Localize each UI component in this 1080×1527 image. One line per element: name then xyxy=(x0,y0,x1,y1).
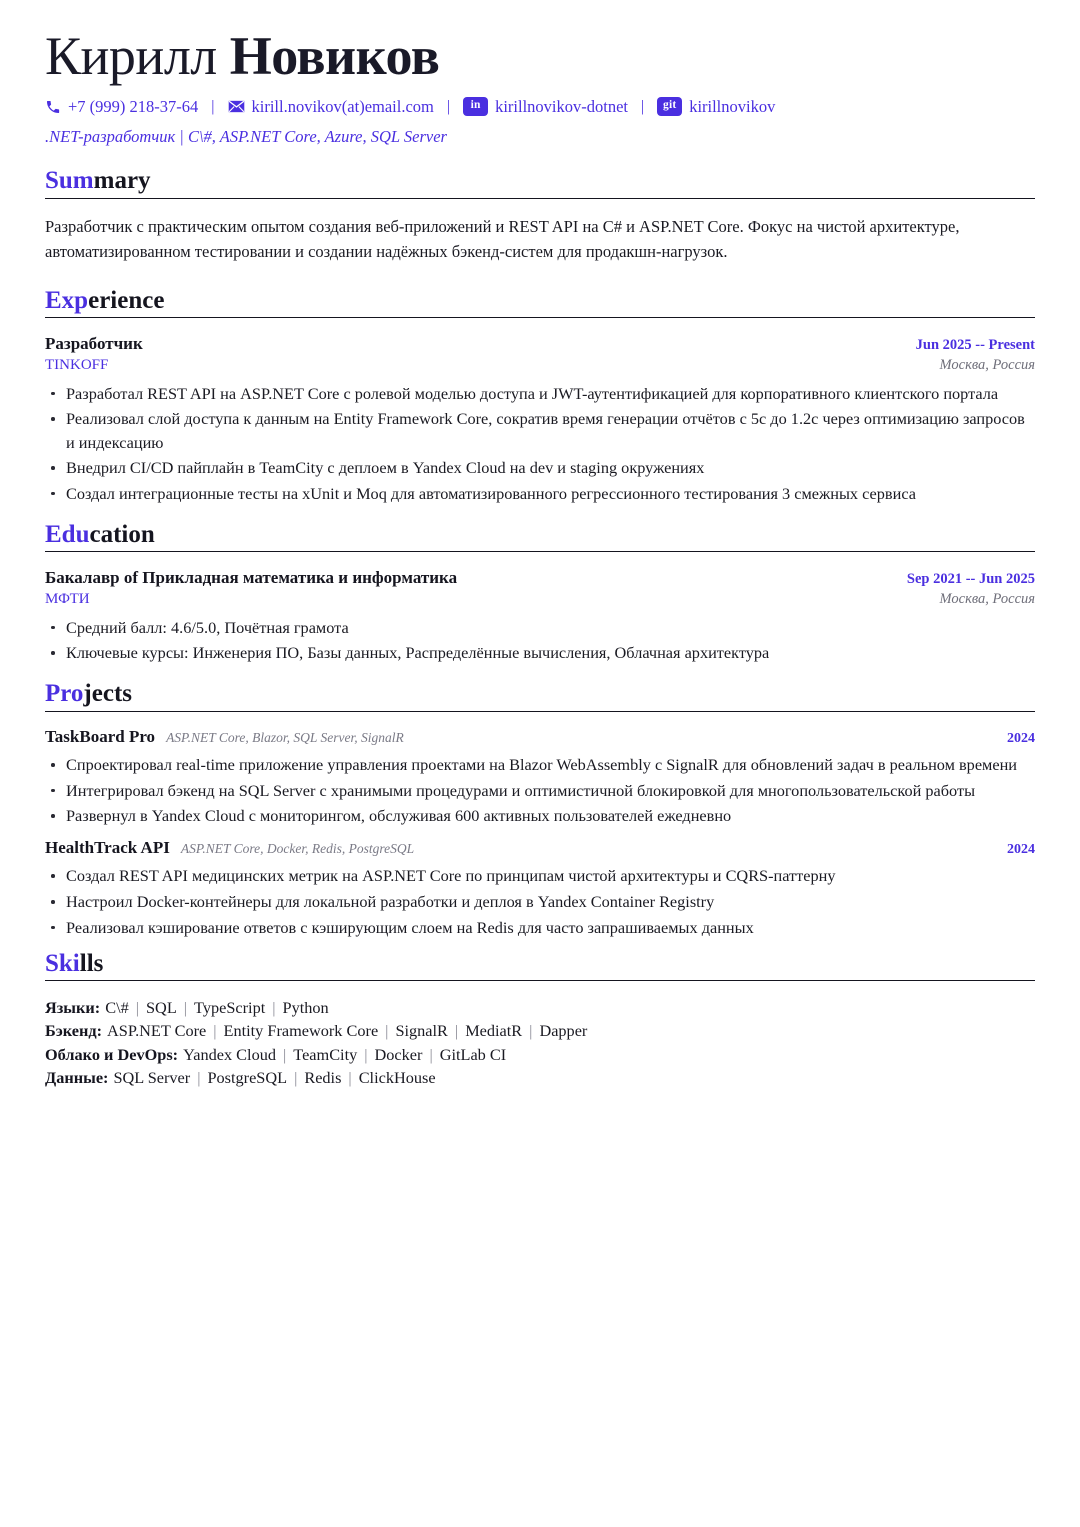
skill-value: Entity Framework Core xyxy=(223,1021,379,1041)
skill-value: SQL Server xyxy=(113,1067,191,1087)
projects-heading xyxy=(45,680,1035,708)
bullet-item: Средний балл: 4.6/5.0, Почётная грамота xyxy=(45,616,1035,639)
git-icon: git xyxy=(657,97,682,116)
education-entry xyxy=(45,567,1035,664)
skill-values xyxy=(107,1021,587,1040)
skill-value: C\# xyxy=(105,998,129,1018)
skills-heading xyxy=(45,950,1035,978)
project-stack: ASP.NET Core, Docker, Redis, PostgreSQL xyxy=(180,841,415,857)
skill-category: Облако и DevOps: xyxy=(45,1044,179,1064)
bullet-item: Ключевые курсы: Инженерия ПО, Базы данных, Распределённые вычисления, Облачная архитектура xyxy=(45,641,1035,664)
skill-row xyxy=(45,1019,1035,1042)
school-name: МФТИ xyxy=(45,590,90,607)
experience-title-row xyxy=(45,333,1035,355)
bullet-item: Настроил Docker-контейнеры для локальной разработки и деплоя в Yandex Container Registry xyxy=(45,890,1035,913)
skill-value: MediatR xyxy=(465,1021,523,1041)
contact-linkedin[interactable] xyxy=(463,97,628,117)
section-projects xyxy=(45,680,1035,938)
resume-header xyxy=(45,28,1035,147)
skill-separator: | xyxy=(183,998,188,1018)
heading-accent: Exp xyxy=(45,286,89,314)
project-year: 2024 xyxy=(1007,730,1035,746)
last-name: Новиков xyxy=(229,26,440,86)
project-title-group xyxy=(45,727,404,747)
skills-rule xyxy=(45,980,1035,981)
education-bullets xyxy=(45,616,1035,665)
skill-value: Dapper xyxy=(539,1021,588,1041)
first-name: Кирилл xyxy=(45,26,217,86)
bullet-item: Развернул в Yandex Cloud с мониторингом, обслуживая 600 активных пользователей ежедневно xyxy=(45,804,1035,827)
summary-heading xyxy=(45,167,1035,195)
heading-accent: Edu xyxy=(45,520,90,548)
project-stack: ASP.NET Core, Blazor, SQL Server, SignalR xyxy=(166,729,404,745)
skill-separator: | xyxy=(213,1021,217,1041)
skill-separator: | xyxy=(364,1044,368,1064)
skill-value: SignalR xyxy=(395,1021,448,1041)
project-header xyxy=(45,727,1035,747)
bullet-item: Внедрил CI/CD пайплайн в TeamCity с деплоем в Yandex Cloud на dev и staging окружениях xyxy=(45,456,1035,479)
degree-title: Бакалавр of Прикладная математика и информатика xyxy=(45,568,458,588)
candidate-name xyxy=(45,28,1035,85)
skill-row xyxy=(45,1066,1035,1089)
heading-accent: Sum xyxy=(45,167,94,195)
skill-value: GitLab CI xyxy=(439,1044,507,1064)
degree-date: Sep 2021 -- Jun 2025 xyxy=(906,571,1035,588)
bullet-item: Разработал REST API на ASP.NET Core с ролевой моделью доступа и JWT-аутентификацией для корпоративного клиентского портала xyxy=(45,382,1035,405)
skill-value: Docker xyxy=(374,1044,423,1064)
section-summary xyxy=(45,167,1035,265)
contact-separator-3: | xyxy=(640,97,645,115)
skill-value: ASP.NET Core xyxy=(107,1021,207,1041)
project-bullets xyxy=(45,864,1035,938)
skill-separator: | xyxy=(529,1021,533,1041)
heading-rest: mary xyxy=(93,167,151,195)
skill-separator: | xyxy=(135,998,139,1018)
project-title-group xyxy=(45,838,414,858)
skill-values xyxy=(183,1045,506,1064)
skill-separator: | xyxy=(283,1044,287,1064)
experience-org-row xyxy=(45,356,1035,376)
skill-separator: | xyxy=(294,1067,298,1087)
skills-list xyxy=(45,996,1035,1089)
project-name: TaskBoard Pro xyxy=(45,726,156,746)
projects-rule xyxy=(45,711,1035,712)
education-title-row xyxy=(45,567,1035,589)
heading-rest: erience xyxy=(88,286,165,314)
experience-rule xyxy=(45,317,1035,318)
skill-value: TypeScript xyxy=(194,998,266,1018)
bullet-item: Реализовал слой доступа к данным на Entity Framework Core, сократив время генерации отчётов с 5с до 1.2с через оптимизацию запросов и индексацию xyxy=(45,407,1035,453)
github-text: kirillnovikov xyxy=(689,96,776,116)
job-location: Москва, Россия xyxy=(939,356,1035,373)
education-rule xyxy=(45,551,1035,552)
skill-value: SQL xyxy=(146,998,177,1018)
envelope-icon xyxy=(228,100,245,113)
contact-separator-1: | xyxy=(211,97,215,115)
project-item xyxy=(45,838,1035,938)
contact-phone[interactable] xyxy=(45,97,198,117)
project-item xyxy=(45,727,1035,827)
skill-separator: | xyxy=(272,998,276,1018)
contact-github[interactable] xyxy=(657,97,775,117)
section-skills xyxy=(45,950,1035,1089)
email-text: kirill.novikov(at)email.com xyxy=(251,96,434,116)
linkedin-icon: in xyxy=(463,97,488,116)
skill-value: Redis xyxy=(304,1067,342,1087)
job-company: TINKOFF xyxy=(45,356,109,373)
project-name: HealthTrack API xyxy=(45,838,170,858)
project-header xyxy=(45,838,1035,858)
skill-value: Yandex Cloud xyxy=(183,1044,276,1064)
summary-text: Разработчик с практическим опытом создания веб-приложений и REST API на C# и ASP.NET Core. Фокус на чистой архитектуре, автоматизированном тестировании и создании надёжных бэкенд-систем для продакшн-нагрузок. xyxy=(45,217,960,262)
contact-separator-2: | xyxy=(446,97,451,115)
experience-entry xyxy=(45,333,1035,504)
summary-rule xyxy=(45,198,1035,199)
job-date: Jun 2025 -- Present xyxy=(915,337,1035,354)
heading-rest: lls xyxy=(79,949,104,977)
skill-separator: | xyxy=(348,1067,352,1087)
linkedin-text: kirillnovikov-dotnet xyxy=(495,96,628,116)
headline-tagline: .NET-разработчик | C\#, ASP.NET Core, Azure, SQL Server xyxy=(45,127,447,147)
skill-value: PostgreSQL xyxy=(207,1067,288,1087)
heading-rest: cation xyxy=(89,520,155,548)
skill-row xyxy=(45,996,1035,1019)
contact-line xyxy=(45,97,1035,117)
bullet-item: Создал интеграционные тесты на xUnit и Moq для автоматизированного регрессионного тестирования 3 смежных сервиса xyxy=(45,482,1035,505)
bullet-item: Спроектировал real-time приложение управления проектами на Blazor WebAssembly с SignalR для обновлений задач в реальном времени xyxy=(45,753,1035,776)
skill-separator: | xyxy=(429,1044,433,1064)
skill-category: Бэкенд: xyxy=(45,1021,103,1041)
project-year: 2024 xyxy=(1007,842,1035,858)
education-org-row xyxy=(45,590,1035,610)
skill-value: ClickHouse xyxy=(358,1067,436,1087)
heading-accent: Ski xyxy=(45,949,80,977)
phone-icon xyxy=(45,99,61,115)
education-heading xyxy=(45,521,1035,549)
bullet-item: Создал REST API медицинских метрик на ASP.NET Core по принципам чистой архитектуры и CQRS-паттерну xyxy=(45,864,1035,887)
skill-row xyxy=(45,1043,1035,1066)
bullet-item: Реализовал кэширование ответов с кэширующим слоем на Redis для часто запрашиваемых данных xyxy=(45,916,1035,939)
skill-values xyxy=(113,1068,435,1087)
school-location: Москва, Россия xyxy=(939,590,1035,607)
job-title: Разработчик xyxy=(45,334,143,354)
experience-heading xyxy=(45,287,1035,315)
bullet-item: Интегрировал бэкенд на SQL Server с хранимыми процедурами и оптимистичной блокировкой для многопользовательской работы xyxy=(45,779,1035,802)
section-experience xyxy=(45,287,1035,505)
phone-text: +7 (999) 218-37-64 xyxy=(68,96,199,116)
heading-rest: jects xyxy=(83,680,132,708)
section-education xyxy=(45,521,1035,665)
skill-category: Данные: xyxy=(45,1067,109,1087)
contact-email[interactable] xyxy=(228,97,434,117)
project-bullets xyxy=(45,753,1035,827)
skill-value: TeamCity xyxy=(293,1044,358,1064)
skill-separator: | xyxy=(197,1067,201,1087)
skill-values xyxy=(105,998,328,1017)
skill-value: Python xyxy=(282,998,329,1018)
skill-separator: | xyxy=(454,1021,459,1041)
skill-separator: | xyxy=(385,1021,389,1041)
heading-accent: Pro xyxy=(45,680,84,708)
experience-bullets xyxy=(45,382,1035,505)
skill-category: Языки: xyxy=(45,998,101,1018)
